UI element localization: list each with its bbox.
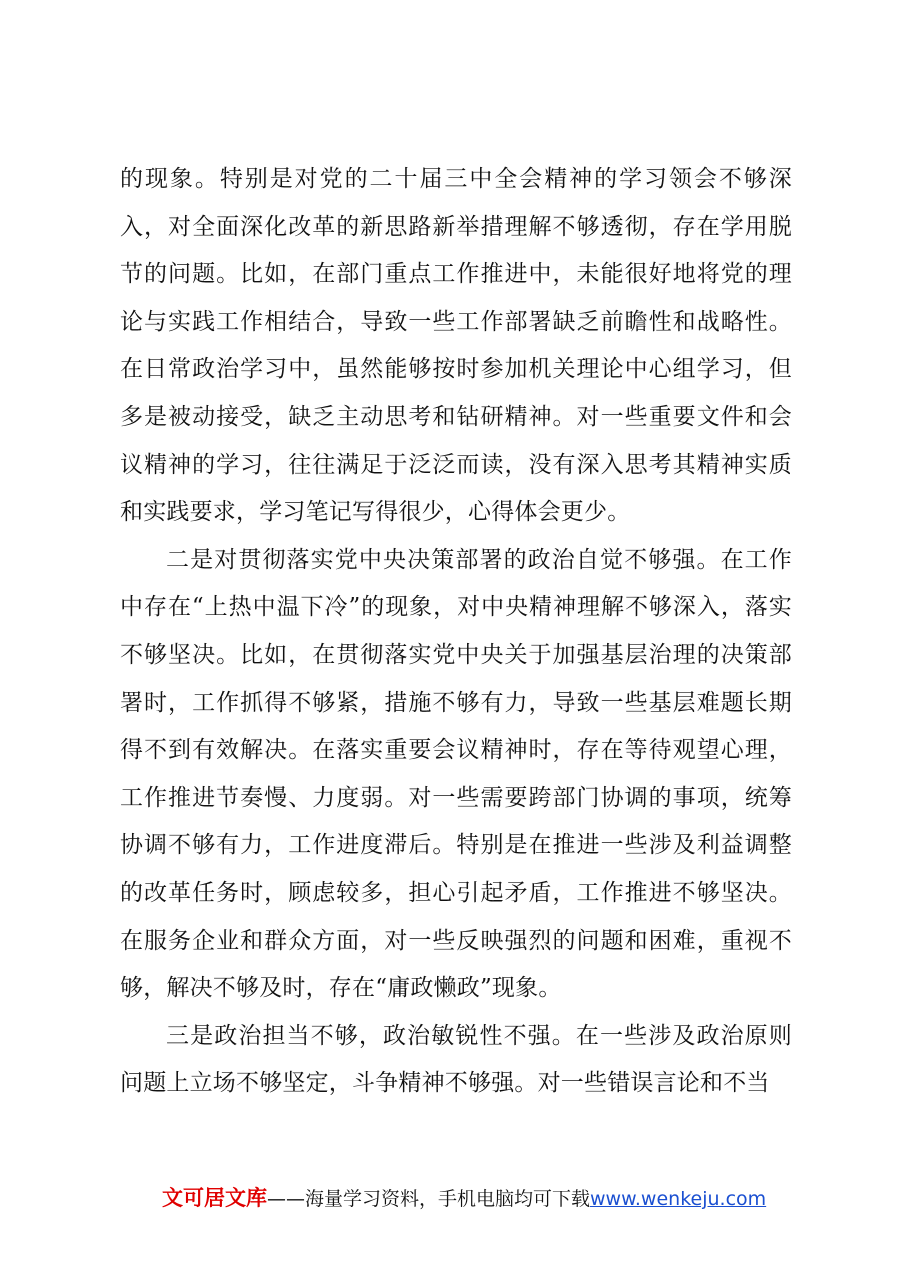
website-link[interactable]: www.wenkeju.com [590,1188,767,1210]
document-body [120,156,792,1108]
paragraph-point-two: 二是对贯彻落实党中央决策部署的政治自觉不够强。在工作中存在“上热中温下冷”的现象，对中央精神理解不够深入，落实不够坚决。比如，在贯彻落实党中央关于加强基层治理的决策部署时，工作抓得不够紧，措施不够有力，导致一些基层难题长期得不到有效解决。在落实重要会议精神时，存在等待观望心理，工作推进节奏慢、力度弱。对一些需要跨部门协调的事项，统筹协调不够有力，工作进度滞后。特别是在推进一些涉及利益调整的改革任务时，顾虑较多，担心引起矛盾，工作推进不够坚决。在服务企业和群众方面，对一些反映强烈的问题和困难，重视不够，解决不够及时，存在“庸政懒政”现象。 [120,546,792,1002]
paragraph-point-three: 三是政治担当不够，政治敏锐性不强。在一些涉及政治原则问题上立场不够坚定，斗争精神不够强。对一些错误言论和不当 [120,1022,792,1097]
paragraph-continuation: 的现象。特别是对党的二十届三中全会精神的学习领会不够深入，对全面深化改革的新思路新举措理解不够透彻，存在学用脱节的问题。比如，在部门重点工作推进中，未能很好地将党的理论与实践工作相结合，导致一些工作部署缺乏前瞻性和战略性。在日常政治学习中，虽然能够按时参加机关理论中心组学习，但多是被动接受，缺乏主动思考和钻研精神。对一些重要文件和会议精神的学习，往往满足于泛泛而读，没有深入思考其精神实质和实践要求，学习笔记写得很少，心得体会更少。 [120,166,792,526]
footer-tagline: ——海量学习资料，手机电脑均可下载 [267,1188,591,1210]
brand-name: 文可居文库 [162,1186,267,1210]
watermark-footer [162,1182,782,1212]
